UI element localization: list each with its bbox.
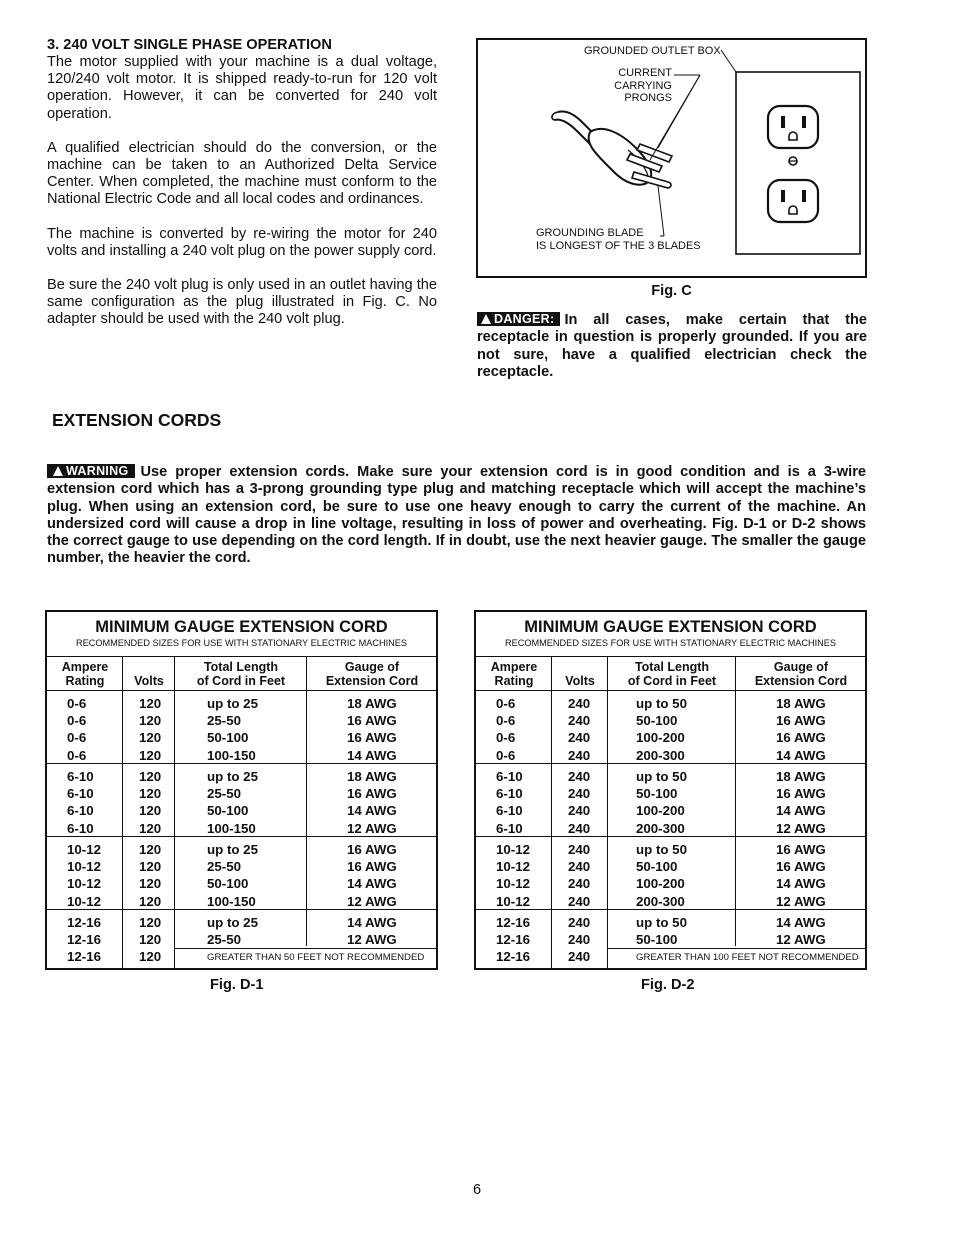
gauge-table-d2: [474, 610, 867, 970]
col-header-gauge: Gauge of: [773, 660, 829, 674]
table-cell: 14 AWG: [776, 747, 826, 763]
table-cell: 120: [139, 876, 162, 892]
table-cell: 0-6: [67, 747, 87, 763]
table-cell: 120: [139, 893, 162, 909]
table-title: MINIMUM GAUGE EXTENSION CORD: [95, 618, 388, 636]
prongs-label-line3: PRONGS: [624, 92, 672, 104]
column-volts: [139, 695, 161, 764]
table-cell: 12 AWG: [347, 893, 397, 909]
table-cell: 16 AWG: [776, 730, 826, 746]
table-cell: 120: [139, 769, 162, 784]
warning-text: Use proper extension cords. Make sure your extension cord is in good condition and is a 3-wire extension cord which has a 3-prong grounding type plug and matching receptacle which will accept the machine’s plug. When using an extension cord, be sure to use one heavy enough to carry the current of the machine. An undersized cord will cause a drop in line voltage, resulting in loss of power and overheating. Fig. D-1 or D-2 shows the correct gauge to use depending on the cord length. If in doubt, use the next heavier gauge. The smaller the gauge number, the heavier the cord.: [47, 464, 866, 567]
table-cell: 25-50: [207, 859, 242, 875]
note-divider: [607, 948, 865, 949]
table-cell: 0-6: [496, 730, 516, 746]
column-gauge: [347, 914, 397, 948]
table-cell: 12 AWG: [776, 893, 826, 909]
table-cell: 18 AWG: [776, 696, 826, 711]
table-cell: 50-100: [207, 803, 249, 819]
table-header: [47, 612, 436, 657]
warning-badge-label: WARNING: [66, 464, 129, 478]
table-cell: 12-16: [496, 949, 531, 965]
table-cell: 0-6: [67, 696, 87, 711]
column-length: [636, 914, 687, 948]
table-cell: 50-100: [207, 876, 249, 892]
table-cell: 240: [568, 842, 591, 857]
table-cell: 240: [568, 915, 591, 930]
column-volts: [139, 768, 161, 837]
table-cell: 100-150: [207, 893, 256, 909]
group-divider: [476, 763, 865, 764]
column-gauge: [776, 914, 826, 948]
table-cell: 6-10: [496, 820, 523, 836]
note-divider: [174, 948, 436, 949]
table-cell: 0-6: [67, 713, 87, 729]
table-cell: 16 AWG: [776, 713, 826, 729]
table-cell: 12-16: [496, 915, 531, 930]
group-divider: [476, 909, 865, 910]
table-cell: 100-150: [207, 747, 256, 763]
column-amps: [67, 768, 94, 837]
column-gauge: [776, 695, 826, 764]
table-cell: 240: [568, 730, 591, 746]
table-cell: up to 50: [636, 769, 687, 784]
warning-triangle-icon: [53, 466, 63, 476]
table-cell: 0-6: [496, 696, 516, 711]
table-cell: 120: [139, 730, 162, 746]
warning-badge: [47, 464, 135, 478]
table-cell: 240: [568, 696, 591, 711]
figure-c-plug-diagram: [476, 38, 867, 278]
table-cell: 6-10: [67, 769, 94, 784]
table-cell: 14 AWG: [347, 915, 397, 930]
table-cell: 240: [568, 932, 591, 948]
column-gauge: [347, 841, 397, 910]
table-cell: 200-300: [636, 747, 685, 763]
table-cell: 120: [139, 786, 162, 802]
table-cell: 12 AWG: [347, 820, 397, 836]
table-cell: 120: [139, 932, 162, 948]
column-gauge: [776, 841, 826, 910]
table-cell: 240: [568, 820, 591, 836]
column-amps: [496, 841, 530, 910]
intro-text-column: [47, 54, 437, 346]
table-cell: 100-200: [636, 803, 685, 819]
table-cell: 120: [139, 842, 162, 857]
column-headers: [47, 657, 436, 691]
table-cell: 6-10: [67, 803, 94, 819]
table-cell: 50-100: [636, 713, 678, 729]
table-cell: 12 AWG: [776, 820, 826, 836]
col-header-ampere: Ampere: [490, 660, 538, 674]
col-header-rating: Rating: [494, 674, 534, 688]
table-cell: 120: [139, 820, 162, 836]
table-cell: up to 50: [636, 696, 687, 711]
table-cell: 240: [568, 949, 591, 965]
column-volts: [568, 695, 590, 764]
table-cell: up to 25: [207, 915, 258, 930]
table-cell: 6-10: [496, 803, 523, 819]
table-cell: 50-100: [207, 730, 249, 746]
table-cell: 240: [568, 803, 591, 819]
table-cell: 14 AWG: [347, 876, 397, 892]
table-cell: 10-12: [67, 842, 102, 857]
blade-label-line2: IS LONGEST OF THE 3 BLADES: [536, 239, 701, 252]
table-cell: 120: [139, 747, 162, 763]
table-cell: up to 25: [207, 842, 258, 857]
table-cell: 0-6: [67, 730, 87, 746]
column-length: [207, 914, 258, 948]
group-divider: [47, 836, 436, 837]
col-header-volts: Volts: [134, 674, 164, 688]
column-volts: [139, 914, 161, 966]
column-volts: [568, 768, 590, 837]
column-length: [207, 841, 258, 910]
table-cell: 12 AWG: [776, 932, 826, 948]
table-cell: 10-12: [67, 876, 102, 892]
table-cell: 6-10: [496, 786, 523, 802]
table-subtitle: RECOMMENDED SIZES FOR USE WITH STATIONARY ELECTRIC MACHINES: [504, 638, 837, 648]
table-cell: 200-300: [636, 893, 685, 909]
table-cell: 6-10: [496, 769, 523, 784]
table-cell: 120: [139, 696, 162, 711]
table-cell: 10-12: [496, 859, 531, 875]
table-cell: 10-12: [496, 876, 531, 892]
paragraph: Be sure the 240 volt plug is only used in an outlet having the same configuration as the plug illustrated in Fig. C. No adapter should be used with the 240 volt plug.: [47, 277, 437, 328]
column-gauge: [776, 768, 826, 837]
table-cell: 14 AWG: [776, 803, 826, 819]
column-length: [636, 841, 687, 910]
upper-receptacle: [768, 106, 818, 148]
column-volts: [139, 841, 161, 910]
table-cell: 12-16: [67, 949, 102, 965]
column-amps: [496, 914, 530, 966]
table-cell: 50-100: [636, 932, 678, 948]
table-cell: 0-6: [496, 747, 516, 763]
table-cell: 10-12: [496, 893, 531, 909]
table-cell: up to 50: [636, 915, 687, 930]
column-gauge: [347, 768, 397, 837]
table-cell: 12 AWG: [347, 932, 397, 948]
table-cell: up to 25: [207, 769, 258, 784]
table-cell: 16 AWG: [347, 859, 397, 875]
table-cell: up to 50: [636, 842, 687, 857]
column-length: [636, 768, 687, 837]
table-cell: 25-50: [207, 932, 242, 948]
table-cell: 6-10: [67, 786, 94, 802]
column-gauge: [347, 695, 397, 764]
prongs-label-line1: CURRENT: [618, 67, 672, 79]
table-subtitle: RECOMMENDED SIZES FOR USE WITH STATIONARY ELECTRIC MACHINES: [75, 638, 408, 648]
lower-receptacle: [768, 180, 818, 222]
paragraph: The motor supplied with your machine is a dual voltage, 120/240 volt motor. It is shipped ready-to-run for 120 volt operation. However, it can be converted for 240 volt operation.: [47, 54, 437, 122]
table-cell: 10-12: [67, 859, 102, 875]
column-amps: [67, 695, 86, 764]
col-header-length-2: of Cord in Feet: [196, 674, 286, 688]
table-cell: 18 AWG: [347, 696, 397, 711]
table-cell: 12-16: [496, 932, 531, 948]
table-cell: 240: [568, 747, 591, 763]
column-length: [207, 768, 258, 837]
table-cell: 14 AWG: [776, 876, 826, 892]
col-header-length: Total Length: [203, 660, 279, 674]
column-headers: [476, 657, 865, 691]
figure-d1-caption: Fig. D-1: [210, 977, 264, 993]
table-cell: 240: [568, 893, 591, 909]
extension-cords-heading: EXTENSION CORDS: [52, 410, 222, 430]
table-cell: 10-12: [496, 842, 531, 857]
not-recommended-note: GREATER THAN 50 FEET NOT RECOMMENDED: [207, 952, 425, 963]
table-cell: 240: [568, 713, 591, 729]
table-cell: 16 AWG: [776, 786, 826, 802]
table-cell: up to 25: [207, 696, 258, 711]
table-cell: 25-50: [207, 786, 242, 802]
table-cell: 6-10: [67, 820, 94, 836]
column-length: [636, 695, 687, 764]
prongs-label-line2: CARRYING: [614, 79, 672, 92]
col-header-gauge: Gauge of: [344, 660, 400, 674]
table-title: MINIMUM GAUGE EXTENSION CORD: [524, 618, 817, 636]
table-cell: 16 AWG: [347, 842, 397, 857]
column-volts: [568, 841, 590, 910]
table-cell: 120: [139, 915, 162, 930]
table-cell: 100-200: [636, 730, 685, 746]
table-cell: 16 AWG: [776, 842, 826, 857]
table-header: [476, 612, 865, 657]
table-cell: 120: [139, 949, 162, 965]
col-header-length-2: of Cord in Feet: [627, 674, 717, 688]
column-length: [207, 695, 258, 764]
warning-notice: [47, 464, 866, 568]
table-cell: 120: [139, 713, 162, 729]
table-cell: 50-100: [636, 786, 678, 802]
gauge-table-d1: [45, 610, 438, 970]
table-cell: 10-12: [67, 893, 102, 909]
table-cell: 240: [568, 786, 591, 802]
figure-c-caption: Fig. C: [651, 283, 692, 299]
table-cell: 50-100: [636, 859, 678, 875]
table-cell: 120: [139, 803, 162, 819]
danger-badge-label: DANGER:: [494, 312, 555, 326]
table-cell: 16 AWG: [347, 730, 397, 746]
paragraph: The machine is converted by re-wiring the motor for 240 volts and installing a 240 volt plug on the power supply cord.: [47, 225, 437, 259]
table-cell: 240: [568, 769, 591, 784]
outlet-box: [736, 72, 860, 254]
table-cell: 12-16: [67, 932, 102, 948]
danger-text: In all cases, make certain that the receptacle in question is properly grounded. If you are not sure, have a qualified electrician check the receptacle.: [477, 312, 867, 381]
col-header-gauge-2: Extension Cord: [754, 674, 848, 688]
col-header-rating: Rating: [65, 674, 105, 688]
blade-label-line1: GROUNDING BLADE: [536, 227, 644, 239]
table-cell: 14 AWG: [776, 915, 826, 930]
danger-badge: [477, 312, 560, 326]
column-amps: [496, 768, 523, 837]
table-cell: 18 AWG: [347, 769, 397, 784]
danger-notice: [477, 312, 867, 382]
col-header-gauge-2: Extension Cord: [325, 674, 419, 688]
col-header-ampere: Ampere: [61, 660, 109, 674]
table-cell: 100-150: [207, 820, 256, 836]
column-amps: [67, 914, 101, 966]
page-number: 6: [472, 1182, 482, 1198]
not-recommended-note: GREATER THAN 100 FEET NOT RECOMMENDED: [636, 952, 859, 963]
table-cell: 16 AWG: [776, 859, 826, 875]
table-cell: 14 AWG: [347, 747, 397, 763]
table-cell: 240: [568, 859, 591, 875]
warning-triangle-icon: [481, 314, 491, 324]
table-cell: 0-6: [496, 713, 516, 729]
group-divider: [47, 909, 436, 910]
table-cell: 120: [139, 859, 162, 875]
table-cell: 14 AWG: [347, 803, 397, 819]
outlet-box-label: GROUNDED OUTLET BOX: [584, 45, 721, 57]
figure-d2-caption: Fig. D-2: [641, 977, 695, 993]
table-cell: 200-300: [636, 820, 685, 836]
col-header-length: Total Length: [634, 660, 710, 674]
table-cell: 240: [568, 876, 591, 892]
table-cell: 12-16: [67, 915, 102, 930]
column-amps: [67, 841, 101, 910]
table-cell: 16 AWG: [347, 786, 397, 802]
group-divider: [476, 836, 865, 837]
col-header-volts: Volts: [565, 674, 595, 688]
table-cell: 18 AWG: [776, 769, 826, 784]
table-cell: 16 AWG: [347, 713, 397, 729]
group-divider: [47, 763, 436, 764]
table-cell: 100-200: [636, 876, 685, 892]
table-cell: 25-50: [207, 713, 242, 729]
column-volts: [568, 914, 590, 966]
column-amps: [496, 695, 515, 764]
section-title: 3. 240 VOLT SINGLE PHASE OPERATION: [47, 37, 332, 53]
paragraph: A qualified electrician should do the conversion, or the machine can be taken to an Authorized Delta Service Center. When completed, the machine must conform to the National Electric Code and all local codes and ordinances.: [47, 139, 437, 208]
